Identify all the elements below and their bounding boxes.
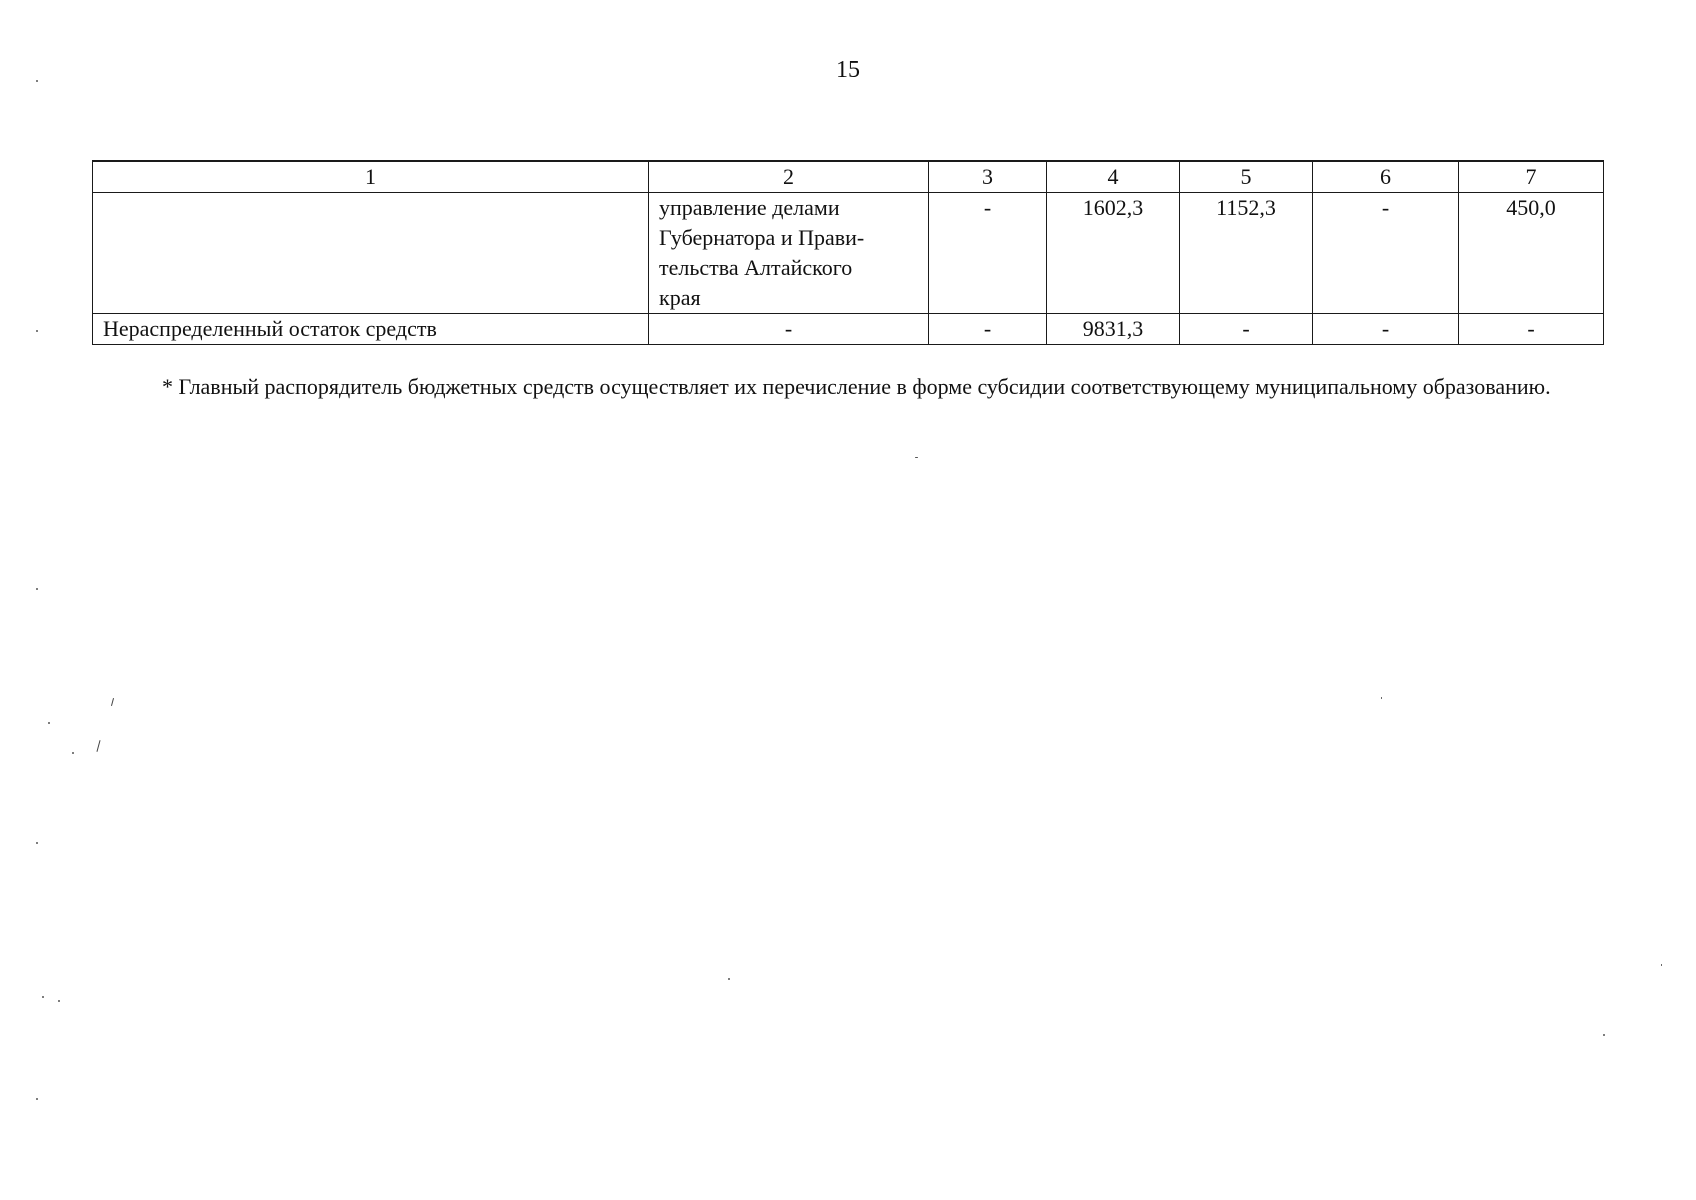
- scan-speck: [1381, 697, 1382, 699]
- table-row-remainder: [93, 314, 1604, 345]
- remainder-col6: -: [1313, 314, 1459, 345]
- scan-speck: [915, 457, 918, 458]
- table-row-recipient: [93, 193, 1604, 314]
- scan-speck: [1603, 1034, 1605, 1036]
- scan-speck: [58, 1000, 60, 1002]
- recipient-col7: 450,0: [1459, 193, 1604, 314]
- recipient-description: [649, 193, 929, 314]
- scan-speck: [36, 1098, 38, 1100]
- header-cell-2: 2: [649, 161, 929, 193]
- remainder-col2: -: [649, 314, 929, 345]
- header-cell-5: 5: [1180, 161, 1313, 193]
- scan-speck: [72, 752, 74, 754]
- desc-word-a: управление делами: [659, 195, 840, 220]
- remainder-label: Нераспределенный остаток средств: [93, 314, 649, 345]
- desc-line-4: края: [659, 285, 701, 310]
- recipient-col1: [93, 193, 649, 314]
- budget-table: [92, 160, 1604, 345]
- remainder-col5: -: [1180, 314, 1313, 345]
- recipient-col4: 1602,3: [1047, 193, 1180, 314]
- header-cell-6: 6: [1313, 161, 1459, 193]
- scan-mark: [96, 740, 100, 752]
- scan-speck: [48, 722, 50, 724]
- recipient-col5: 1152,3: [1180, 193, 1313, 314]
- header-cell-1: 1: [93, 161, 649, 193]
- scan-speck: [1661, 964, 1662, 966]
- scan-speck: [36, 842, 38, 844]
- footnote: * Главный распорядитель бюджетных средств осуществляет их перечисление в форме субсидии соответствующему муниципальному образованию.: [162, 374, 1551, 399]
- remainder-col4: 9831,3: [1047, 314, 1180, 345]
- scan-speck: [728, 978, 730, 980]
- scan-mark: [111, 698, 114, 706]
- scan-speck: [42, 996, 44, 998]
- scan-speck: [36, 330, 38, 332]
- remainder-col3: -: [929, 314, 1047, 345]
- header-cell-7: 7: [1459, 161, 1604, 193]
- desc-line-2: Губернатора и Прави-: [659, 225, 865, 250]
- desc-line-3: тельства Алтайского: [659, 255, 853, 280]
- scan-speck: [36, 588, 38, 590]
- recipient-col3: -: [929, 193, 1047, 314]
- page-number: 15: [836, 57, 860, 83]
- table-header-row: [93, 161, 1604, 193]
- header-cell-3: 3: [929, 161, 1047, 193]
- header-cell-4: 4: [1047, 161, 1180, 193]
- recipient-col6: -: [1313, 193, 1459, 314]
- remainder-col7: -: [1459, 314, 1604, 345]
- scan-speck: [36, 80, 38, 82]
